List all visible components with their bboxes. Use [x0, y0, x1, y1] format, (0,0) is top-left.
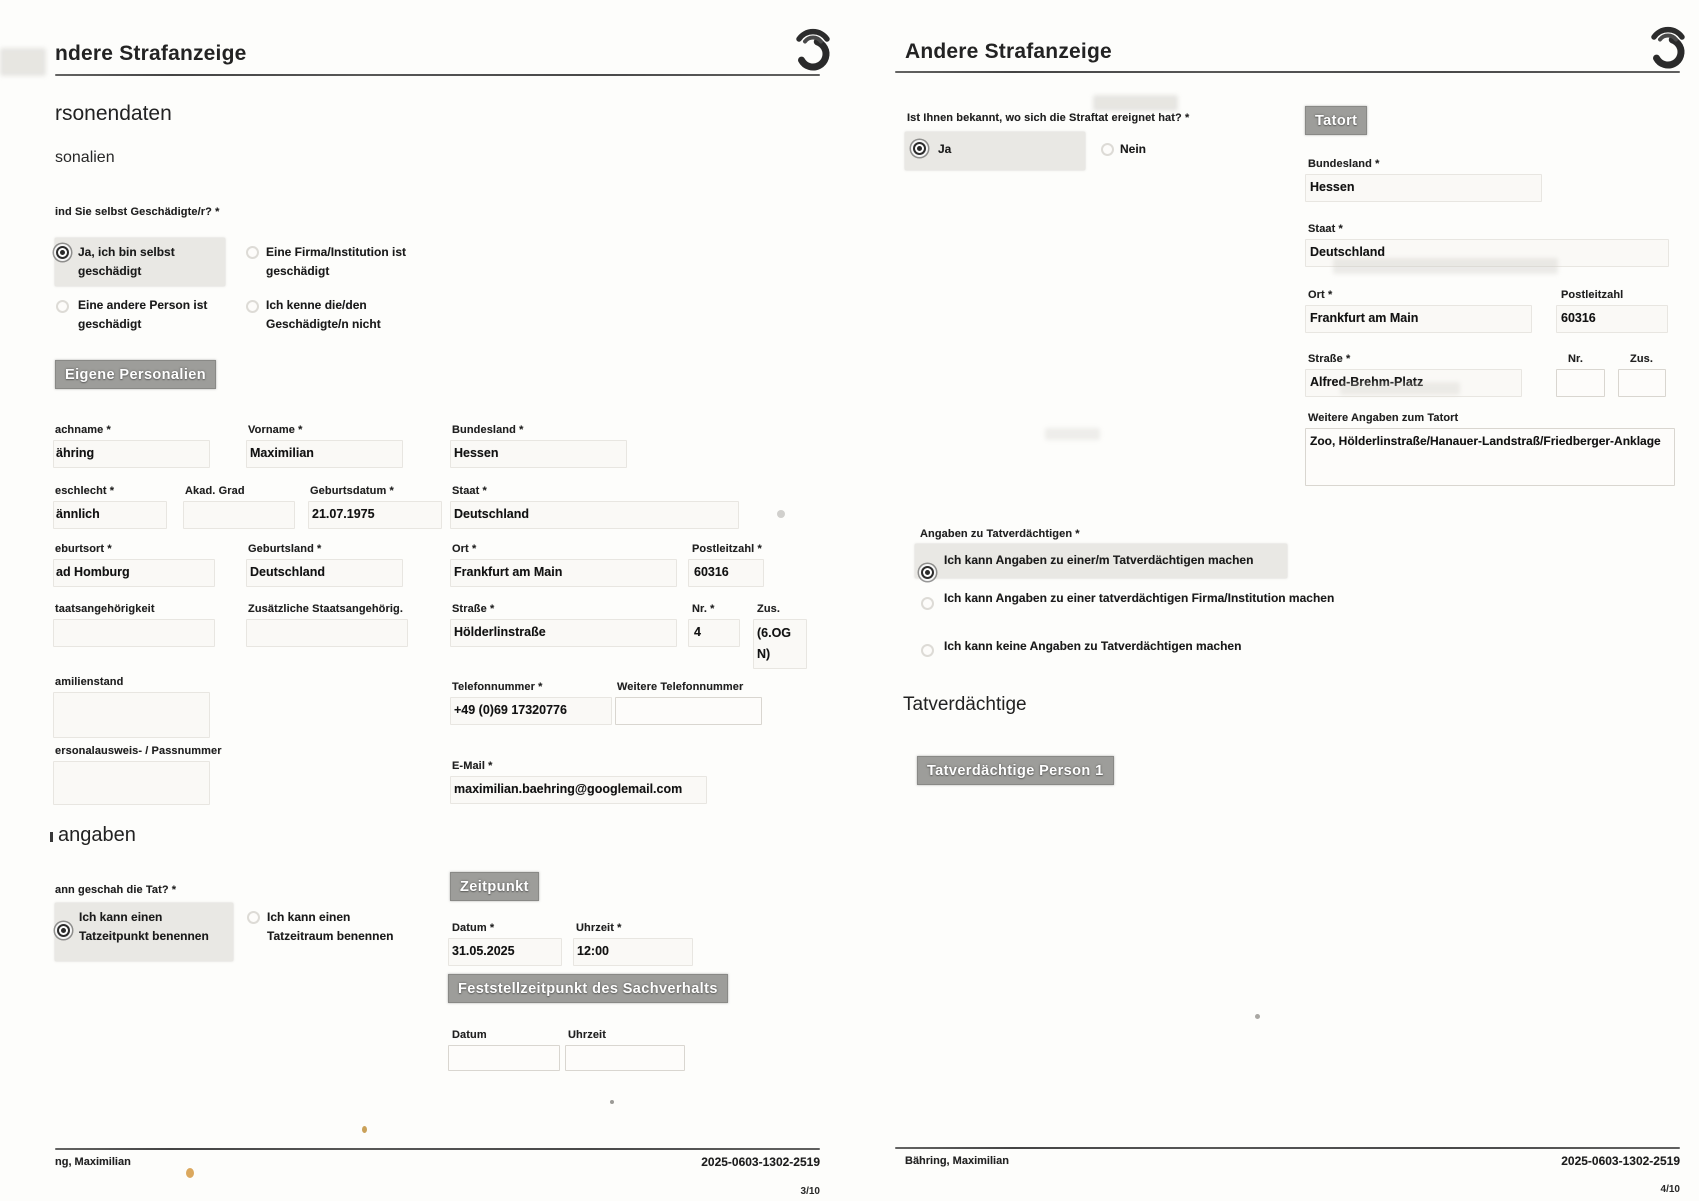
zus-value: (6.OG N)	[757, 626, 792, 662]
staat-label: Staat *	[452, 485, 487, 497]
where-option-selected-highlight	[905, 132, 1085, 170]
staatsangehoerigkeit-input[interactable]	[53, 619, 215, 647]
tatort-ort-value: Frankfurt am Main	[1310, 311, 1419, 325]
tatort-ort-label: Ort *	[1308, 289, 1333, 301]
page-title: Andere Strafanzeige	[905, 40, 1112, 63]
heading-personalien: sonalien	[55, 149, 115, 166]
where-option-ja[interactable]: Ja	[938, 142, 952, 156]
footer-divider	[55, 1148, 820, 1150]
radio-victim-other-person[interactable]	[56, 300, 69, 313]
section-feststellzeitpunkt: Feststellzeitpunkt des Sachverhalts	[448, 974, 728, 1003]
akad-grad-input[interactable]	[183, 501, 295, 529]
radio-suspect-none[interactable]	[921, 644, 934, 657]
radio-where-ja[interactable]	[913, 142, 926, 155]
tatort-bundesland-label: Bundesland *	[1308, 158, 1380, 170]
staat-value: Deutschland	[454, 507, 530, 521]
weitere-telefonnummer-input[interactable]	[615, 697, 762, 725]
page-4	[855, 0, 1699, 1201]
victim-option-self[interactable]: Ja, ich bin selbst geschädigt	[78, 245, 175, 278]
footer-page-number: 4/10	[1660, 1184, 1680, 1195]
header-divider	[55, 74, 820, 76]
header-divider	[895, 71, 1680, 73]
radio-suspect-person[interactable]	[921, 566, 934, 579]
postleitzahl-label: Postleitzahl *	[692, 543, 762, 555]
victim-option-company[interactable]: Eine Firma/Institution ist geschädigt	[266, 245, 407, 278]
weitere-telefonnummer-label: Weitere Telefonnummer	[617, 681, 744, 693]
section-eigene-personalien: Eigene Personalien	[55, 360, 216, 389]
akad-grad-label: Akad. Grad	[185, 485, 245, 497]
geburtsland-label: Geburtsland *	[248, 543, 322, 555]
scan-artifact	[1045, 428, 1100, 440]
bundesland-label: Bundesland *	[452, 424, 524, 436]
zeitpunkt-datum-label: Datum *	[452, 922, 495, 934]
ausweis-input[interactable]	[53, 761, 210, 805]
scan-artifact	[1333, 258, 1558, 274]
tatort-nr-input[interactable]	[1556, 369, 1605, 397]
geburtsort-value: ad Homburg	[56, 565, 130, 579]
radio-tatzeitpunkt[interactable]	[57, 924, 70, 937]
footer-page-number: 3/10	[800, 1186, 820, 1197]
scan-artifact	[1255, 1014, 1260, 1019]
bundesland-value: Hessen	[454, 446, 499, 460]
where-question-label: Ist Ihnen bekannt, wo sich die Straftat ereignet hat? *	[907, 112, 1190, 124]
footer-name: ng, Maximilian	[55, 1156, 131, 1168]
tatort-strasse-value: Alfred-Brehm-Platz	[1310, 375, 1424, 389]
tatort-zus-label: Zus.	[1630, 353, 1654, 365]
nachname-value: ähring	[56, 446, 95, 460]
victim-question-label: ind Sie selbst Geschädigte/r? *	[55, 206, 220, 218]
email-value: maximilian.baehring@googlemail.com	[454, 782, 683, 796]
geschlecht-label: eschlecht *	[55, 485, 115, 497]
scan-artifact	[50, 832, 53, 842]
suspect-question-label: Angaben zu Tatverdächtigen *	[920, 528, 1080, 540]
section-tatverdaechtige-person-1: Tatverdächtige Person 1	[917, 756, 1114, 785]
feststell-datum-input[interactable]	[448, 1045, 560, 1071]
zus-label: Zus.	[757, 603, 781, 615]
footer-case-number: 2025-0603-1302-2519	[701, 1155, 820, 1169]
heading-angaben: angaben	[58, 824, 136, 846]
radio-where-nein[interactable]	[1101, 143, 1114, 156]
zeitpunkt-uhrzeit-value: 12:00	[577, 944, 609, 958]
telefonnummer-value: +49 (0)69 17320776	[454, 703, 567, 717]
tatort-strasse-label: Straße *	[1308, 353, 1351, 365]
scan-artifact	[186, 1168, 194, 1178]
section-tatort: Tatort	[1305, 106, 1367, 135]
ort-value: Frankfurt am Main	[454, 565, 563, 579]
feststell-uhrzeit-label: Uhrzeit	[568, 1029, 606, 1041]
postleitzahl-value: 60316	[694, 565, 729, 579]
scan-artifact	[1093, 95, 1178, 111]
nr-value: 4	[694, 625, 701, 639]
tatort-staat-label: Staat *	[1308, 223, 1343, 235]
scan-artifact	[777, 510, 785, 518]
victim-option-other-person[interactable]: Eine andere Person ist geschädigt	[78, 298, 208, 331]
zeitpunkt-uhrzeit-label: Uhrzeit *	[576, 922, 622, 934]
scan-artifact	[1340, 382, 1460, 395]
telefonnummer-label: Telefonnummer *	[452, 681, 543, 693]
ort-label: Ort *	[452, 543, 477, 555]
heading-personendaten: rsonendaten	[55, 102, 172, 125]
nr-label: Nr. *	[692, 603, 715, 615]
radio-victim-company[interactable]	[246, 246, 259, 259]
familienstand-input[interactable]	[53, 692, 210, 738]
suspect-option-person[interactable]: Ich kann Angaben zu einer/m Tatverdächtigen machen	[944, 553, 1254, 567]
nachname-label: achname *	[55, 424, 111, 436]
scan-artifact	[362, 1126, 367, 1133]
strasse-label: Straße *	[452, 603, 495, 615]
suspect-option-company[interactable]: Ich kann Angaben zu einer tatverdächtigen Firma/Institution machen	[944, 591, 1335, 605]
zusaetzliche-staatsang-input[interactable]	[246, 619, 408, 647]
footer-name: Bähring, Maximilian	[905, 1155, 1009, 1167]
feststell-datum-label: Datum	[452, 1029, 487, 1041]
section-zeitpunkt: Zeitpunkt	[450, 872, 539, 901]
geschlecht-value: ännlich	[56, 507, 100, 521]
when-option-tatzeitpunkt[interactable]: Ich kann einen Tatzeitpunkt benennen	[79, 910, 209, 943]
familienstand-label: amilienstand	[55, 676, 124, 688]
scan-artifact	[0, 48, 46, 76]
geburtsdatum-value: 21.07.1975	[312, 507, 375, 521]
when-option-tatzeitraum[interactable]: Ich kann einen Tatzeitraum benennen	[267, 910, 394, 943]
zusaetzliche-staatsang-label: Zusätzliche Staatsangehörig.	[248, 603, 404, 615]
radio-suspect-company[interactable]	[921, 597, 934, 610]
staatsangehoerigkeit-label: taatsangehörigkeit	[55, 603, 155, 615]
vorname-value: Maximilian	[250, 446, 314, 460]
logo-icon	[1641, 24, 1695, 74]
when-question-label: ann geschah die Tat? *	[55, 884, 177, 896]
heading-tatverdaechtige: Tatverdächtige	[903, 694, 1027, 715]
footer-case-number: 2025-0603-1302-2519	[1561, 1154, 1680, 1168]
tatort-weitere-label: Weitere Angaben zum Tatort	[1308, 412, 1459, 424]
ausweis-label: ersonalausweis- / Passnummer	[55, 745, 222, 757]
victim-option-unknown[interactable]: Ich kenne die/den Geschädigte/n nicht	[266, 298, 381, 331]
vorname-label: Vorname *	[248, 424, 303, 436]
tatort-zus-input[interactable]	[1618, 369, 1666, 397]
geburtsort-label: eburtsort *	[55, 543, 112, 555]
logo-icon	[786, 26, 840, 76]
page-title: ndere Strafanzeige	[55, 42, 247, 65]
feststell-uhrzeit-input[interactable]	[565, 1045, 685, 1071]
tatort-postleitzahl-label: Postleitzahl	[1561, 289, 1624, 301]
geburtsland-value: Deutschland	[250, 565, 326, 579]
radio-victim-unknown[interactable]	[246, 300, 259, 313]
tatort-weitere-value: Zoo, Hölderlinstraße/Hanauer-Landstraß/Friedberger-Anklage	[1310, 434, 1661, 448]
scan-artifact	[610, 1100, 614, 1104]
footer-divider	[895, 1147, 1680, 1149]
tatort-postleitzahl-value: 60316	[1561, 311, 1596, 325]
zeitpunkt-datum-value: 31.05.2025	[452, 944, 515, 958]
where-option-nein[interactable]: Nein	[1120, 142, 1147, 156]
strasse-value: Hölderlinstraße	[454, 625, 546, 639]
tatort-staat-value: Deutschland	[1310, 245, 1386, 259]
email-label: E-Mail *	[452, 760, 493, 772]
radio-tatzeitraum[interactable]	[247, 911, 260, 924]
suspect-option-none[interactable]: Ich kann keine Angaben zu Tatverdächtigen machen	[944, 639, 1242, 653]
radio-victim-self[interactable]	[56, 246, 69, 259]
tatort-bundesland-value: Hessen	[1310, 180, 1355, 194]
tatort-nr-label: Nr.	[1568, 353, 1583, 365]
geburtsdatum-label: Geburtsdatum *	[310, 485, 394, 497]
